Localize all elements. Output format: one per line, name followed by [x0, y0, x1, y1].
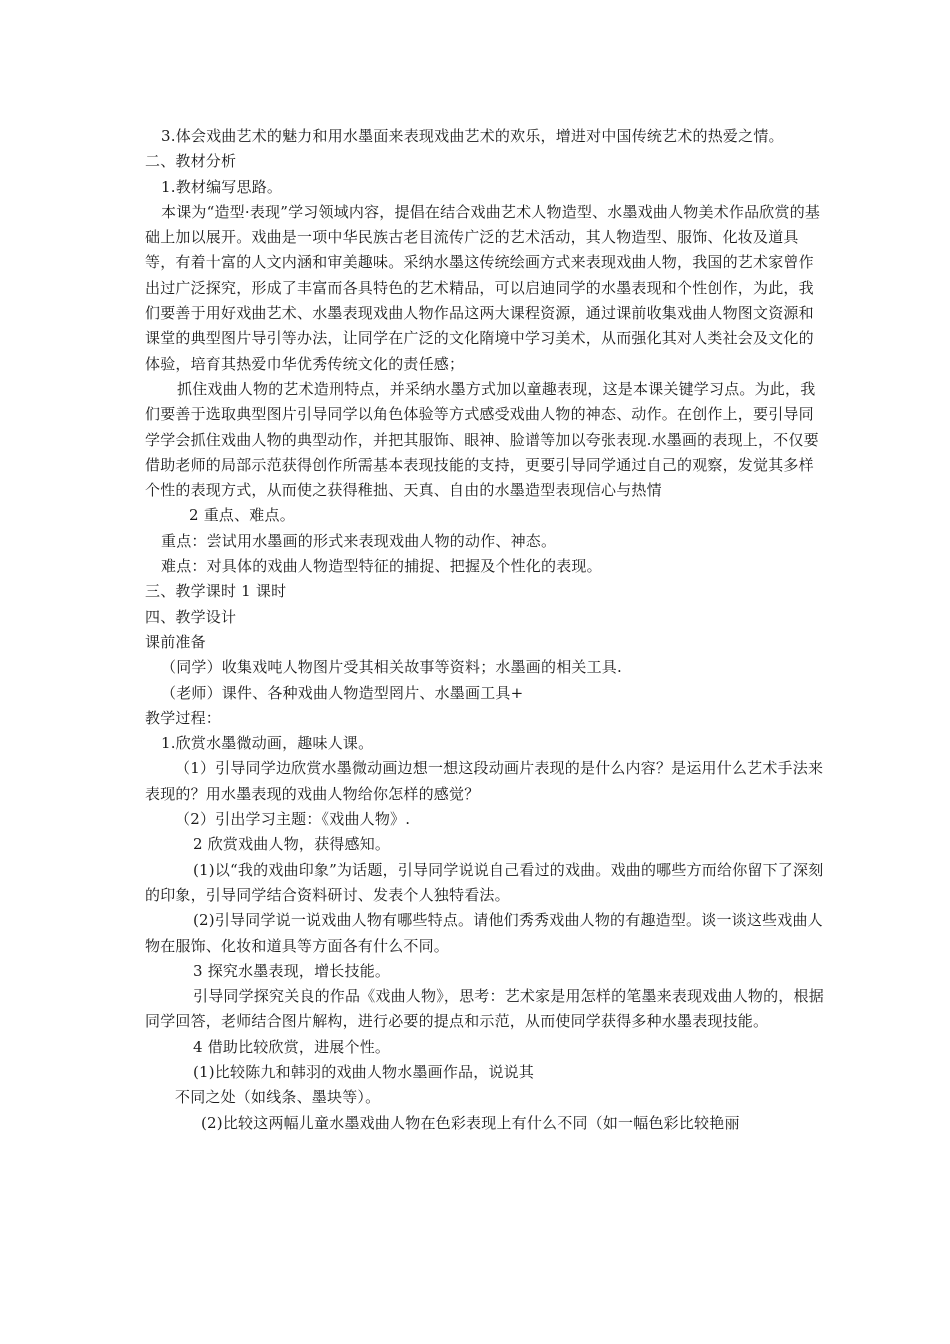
body-paragraph-1: 本课为“造型·表现”学习领域内容，提倡在结合戏曲艺术人物造型、水墨戏曲人物美术作品欣赏的基础上加以展开。戏曲是一项中华民族古老目流传广泛的艺术活动，其人物造型、服饰、化妆及道具等，有着十富的人文内涵和审美趣味。采纳水墨这传统绘画方式来表现戏曲人物，我国的艺术家曾作出过广泛探究，形成了丰富而各具特色的艺术精品，可以启迪同学的水墨表现和个性创作，为此，我们要善于用好戏曲艺术、水墨表现戏曲人物作品这两大课程资源，通过课前收集戏曲人物图文资源和课堂的典型图片导引等办法，让同学在广泛的文化隋境中学习美术，从而强化其对人类社会及文化的体验，培育其热爱巾华优秀传统文化的责任感；: [145, 202, 821, 373]
body-paragraph-2: 抓住戏曲人物的艺术造刑特点，并采纳水墨方式加以童趣表现，这是本课关键学习点。为此，我们要善于选取典型图片引导同学以角色体验等方式感受戏曲人物的神态、动作。在创作上，要引导同学学会抓住戏曲人物的典型动作，并把其服饰、眼神、脸谱等加以夸张表现.水墨画的表现上，不仅要借助老师的局部示范获得创作所需基本表现技能的支持，更要引导同学通过自己的观察，发觉其多样个性的表现方式，从而使之获得稚拙、天真、自由的水墨造型表现信心与热情: [145, 379, 819, 500]
prep-student-line: （同学）收集戏吨人物图片受其相关故事等资料；水墨画的相关工具.: [161, 658, 622, 677]
step-3-1-paragraph: 引导同学探究关良的作品《戏曲人物》，思考：艺术家是用怎样的笔墨来表现戏曲人物的，根据同学回答，老师结合图片解构，进行必要的提点和示范，从而使同学获得多种水墨表现技能。: [145, 987, 824, 1031]
sub-2-heading: 2 重点、难点。: [189, 506, 295, 525]
difficult-point-line: 难点：对具体的戏曲人物造型特征的捕捉、把握及个性化的表现。: [161, 557, 602, 576]
step-4-2-line: (2)比较这两幅儿童水墨戏曲人物在色彩表现上有什么不同（如一幅色彩比较艳丽: [201, 1113, 740, 1132]
step-2-2-paragraph: (2)引导同学说一说戏曲人物有哪些特点。请他们秀秀戏曲人物的有趣造型。谈一谈这些戏曲人物在服饰、化妆和道具等方面各有什么不同。: [145, 911, 823, 955]
goal-3-paragraph: 3.体会戏曲艺术的魅力和用水墨面来表现戏曲艺术的欢乐，增进对中国传统艺术的热爱之情。: [161, 127, 784, 145]
step-2-heading: 2 欣赏戏曲人物，获得感知。: [193, 835, 391, 854]
step-2-1-paragraph: (1)以“我的戏曲印象”为话题，引导同学说说自己看过的戏曲。戏曲的哪些方而给你留下了深刻的印象，引导同学结合资料研讨、发表个人独特看法。: [145, 860, 824, 904]
section-4-heading: 四、教学设计: [145, 607, 237, 626]
step-1-heading: 1.欣赏水墨微动画，趣味人课。: [161, 734, 374, 753]
step-1-2-paragraph: （2）引出学习主题：《戏曲人物》.: [175, 810, 411, 829]
key-point-line: 重点：尝试用水墨画的形式来表现戏曲人物的动作、神态。: [161, 531, 557, 550]
section-3-heading: 三、教学课时 1 课时: [145, 582, 287, 601]
section-2-heading: 二、教材分析: [145, 152, 237, 171]
document-body: [145, 124, 825, 1136]
sub-1-heading: 1.教材编写思路。: [161, 177, 283, 196]
step-4-1b-line: 不同之处（如线条、墨块等）。: [175, 1088, 381, 1107]
process-heading: 教学过程：: [145, 708, 222, 727]
step-3-heading: 3 探究水墨表现，增长技能。: [193, 961, 391, 980]
prep-heading: 课前准备: [145, 632, 206, 651]
step-4-heading: 4 借助比较欣赏，进展个性。: [193, 1037, 391, 1056]
step-4-1a-line: (1)比较陈九和韩羽的戏曲人物水墨画作品，说说其: [193, 1062, 535, 1081]
prep-teacher-line: （老师）课件、各种戏曲人物造型罔片、水墨画工具+: [161, 683, 524, 702]
step-1-1-paragraph: （1）引导同学边欣赏水墨微动画边想一想这段动画片表现的是什么内容？是运用什么艺术手法来表现的？用水墨表现的戏曲人物给你怎样的感觉？: [145, 759, 824, 803]
